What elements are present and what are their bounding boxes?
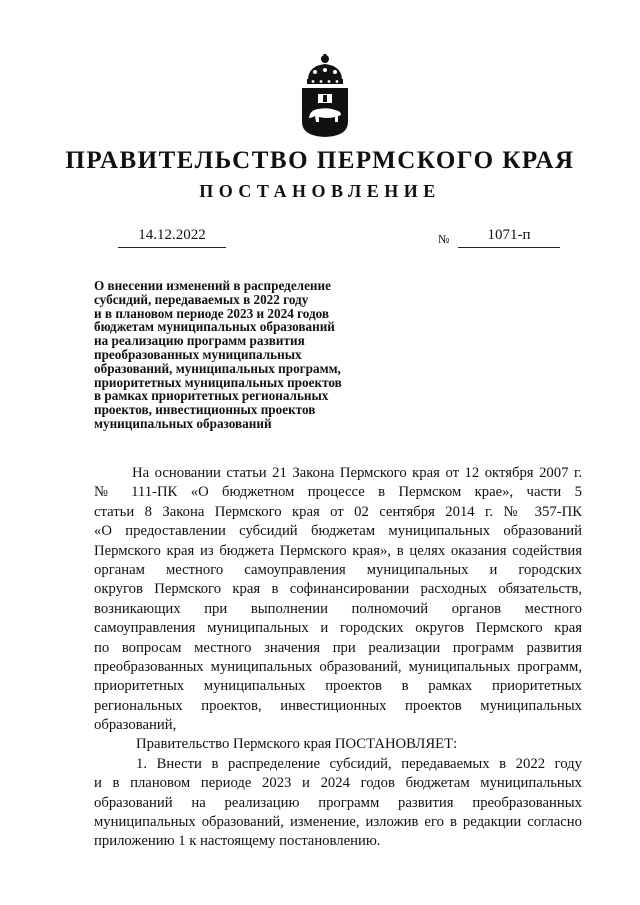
body-line: 1. Внести в распределение субсидий, передаваемых в 2022 году bbox=[136, 755, 582, 772]
body-line: муниципальных образований, изменение, изложив его в редакции согласно bbox=[94, 814, 582, 831]
body-line: статьи 8 Закона Пермского края от 02 сентября 2014 г. № 357-ПК bbox=[94, 503, 582, 520]
body-line: приложению 1 к настоящему постановлению. bbox=[94, 833, 381, 850]
document-body bbox=[94, 464, 582, 852]
subject-line: проектов, инвестиционных проектов bbox=[94, 402, 316, 418]
body-line: органам местного самоуправления муниципальных и городских bbox=[94, 561, 582, 578]
document-date: 14.12.2022 bbox=[118, 227, 226, 248]
body-line: самоуправления муниципальных и городских округов Пермского края bbox=[94, 620, 582, 637]
subject-line: и в плановом периоде 2023 и 2024 годов bbox=[94, 305, 330, 321]
subject-line: приоритетных муниципальных проектов bbox=[94, 374, 342, 390]
document-subject bbox=[94, 279, 394, 431]
subject-line: образований, муниципальных программ, bbox=[94, 360, 341, 376]
document-type: ПОСТАНОВЛЕНИЕ bbox=[199, 181, 441, 201]
subject-line: в рамках приоритетных региональных bbox=[94, 388, 329, 404]
subject-line: бюджетам муниципальных образований bbox=[94, 319, 335, 335]
subject-line: преобразованных муниципальных bbox=[94, 346, 302, 362]
body-line: «О предоставлении субсидий бюджетам муниципальных образований bbox=[94, 523, 582, 540]
number-sign: № bbox=[438, 232, 450, 246]
document-number: 1071-п bbox=[458, 227, 560, 248]
body-line: образований, bbox=[94, 717, 177, 734]
body-line: преобразованных муниципальных образований, муниципальных программ, bbox=[94, 658, 582, 675]
subject-line: муниципальных образований bbox=[94, 415, 272, 431]
subject-line: О внесении изменений в распределение bbox=[94, 278, 331, 293]
body-line: региональных проектов, инвестиционных проектов муниципальных bbox=[94, 697, 582, 714]
body-line: по вопросам местного значения при реализации программ развития bbox=[94, 639, 582, 656]
body-line: образований на реализацию программ развития преобразованных bbox=[94, 794, 582, 811]
perm-krai-coat-of-arms-icon bbox=[300, 52, 350, 138]
body-line: и в плановом периоде 2023 и 2024 годов бюджетам муниципальных bbox=[94, 775, 582, 792]
body-line: округов Пермского края в софинансировании расходных обязательств, bbox=[94, 581, 582, 598]
body-line: Пермского края из бюджета Пермского края», в целях оказания содействия bbox=[94, 542, 582, 559]
subject-line: на реализацию программ развития bbox=[94, 333, 305, 349]
body-line: № 111-ПК «О бюджетном процессе в Пермском крае», части 5 bbox=[94, 484, 582, 501]
subject-line: субсидий, передаваемых в 2022 году bbox=[94, 291, 309, 307]
body-line: Правительство Пермского края ПОСТАНОВЛЯЕТ: bbox=[136, 736, 458, 753]
body-line: возникающих при выполнении полномочий органов местного bbox=[94, 600, 582, 617]
body-line: приоритетных муниципальных проектов в рамках приоритетных bbox=[94, 678, 582, 695]
body-line: На основании статьи 21 Закона Пермского края от 12 октября 2007 г. bbox=[132, 465, 582, 481]
government-title: ПРАВИТЕЛЬСТВО ПЕРМСКОГО КРАЯ bbox=[65, 147, 575, 174]
